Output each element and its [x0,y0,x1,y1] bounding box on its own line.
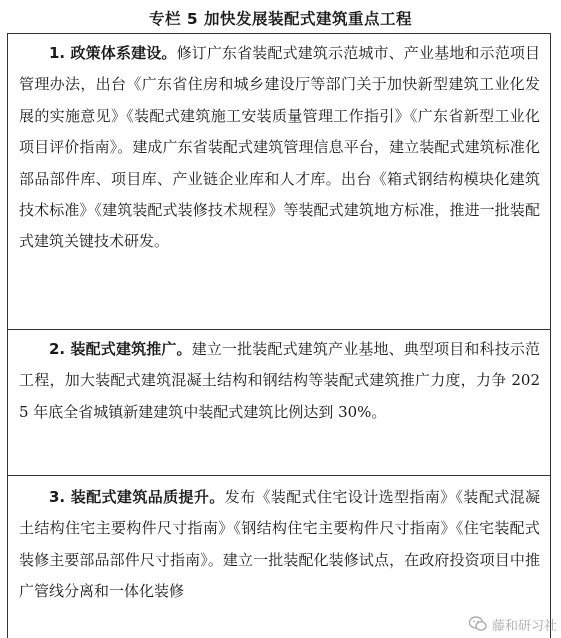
section-body: 修订广东省装配式建筑示范城市、产业基地和示范项目管理办法，出台《广东省住房和城乡建设厅等部门关于加快新型建筑工业化发展的实施意见》《装配式建筑施工安装质量管理工作指引》《广东省新型工业化项目评价指南》。建成广东省装配式建筑管理信息平台，建立装配式建筑标准化部品部件库、项目库、产业链企业库和人才库。出台《箱式钢结构模块化建筑技术标准》《建筑装配式装修技术规程》等装配式建筑地方标准，推进一批装配式建筑关键技术研发。 [19,44,540,251]
section-paragraph [8,330,550,428]
section-paragraph [8,34,550,258]
section-promotion [7,329,551,476]
wechat-icon [468,614,488,634]
box-title: 专栏 5 加快发展装配式建筑重点工程 [148,10,413,28]
section-heading: 1. 政策体系建设。 [49,44,177,62]
section-heading: 2. 装配式建筑推广。 [49,340,192,358]
section-heading: 3. 装配式建筑品质提升。 [49,488,225,506]
watermark-text: 藤和研习社 [491,618,557,634]
section-body: 建立一批装配式建筑产业基地、典型项目和科技示范工程，加大装配式建筑混凝土结构和钢结构等装配式建筑推广力度，力争 2025 年底全省城镇新建建筑中装配式建筑比例达到 30%。 [19,340,540,421]
watermark [468,614,557,634]
section-policy-system [7,33,551,330]
section-paragraph [8,476,550,608]
section-body: 发布《装配式住宅设计选型指南》《装配式混凝土结构住宅主要构件尺寸指南》《钢结构住宅主要构件尺寸指南》《住宅装配式装修主要部品部件尺寸指南》。建立一批装配化装修试点，在政府投资项目中推广管线分离和一体化装修 [19,488,540,601]
